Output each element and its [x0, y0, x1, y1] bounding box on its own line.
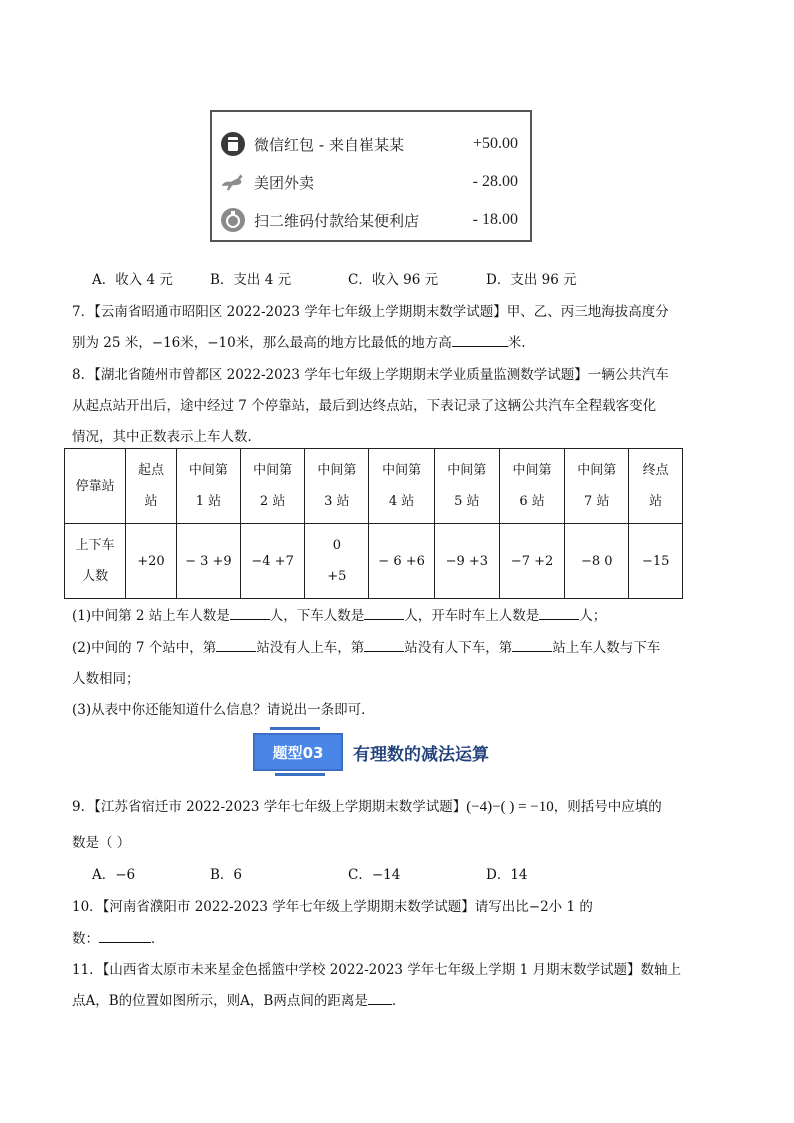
option-d: D．支出 96 元 — [486, 272, 577, 288]
answer-blank — [99, 930, 151, 943]
banner-decoration — [270, 727, 320, 730]
red-packet-icon — [220, 131, 246, 157]
transaction-amount: - 28.00 — [472, 173, 518, 190]
q7-unit: 米. — [507, 335, 526, 351]
q10-line-1: 10．【河南省濮阳市 2022-2023 学年七年级上学期期末数学试题】请写出比−2小 1 的 — [72, 899, 593, 915]
q8-line-2: 从起点站开出后，途中经过 7 个停靠站，最后到达终点站，下表记录了这辆公共汽车全程载客变化 — [72, 398, 657, 414]
q9-line-2: 数是（ ） — [72, 835, 131, 851]
table-cell: −9 +3 — [434, 524, 499, 599]
meituan-kangaroo-icon — [220, 169, 246, 195]
table-cell: − 6 +6 — [369, 524, 434, 599]
table-cell: 中间第 7 站 — [565, 449, 629, 524]
section-badge: 题型03 — [253, 733, 343, 771]
q8-sub-1: (1)中间第 2 站上车人数是 人，下车人数是 人，开车时车上人数是 人； — [72, 608, 607, 624]
q9-expression: (−4)−( ) = −10 — [466, 799, 554, 815]
answer-blank — [368, 992, 392, 1005]
q8-sub-2-cont: 人数相同； — [72, 671, 140, 687]
option-b: B．6 — [210, 867, 243, 883]
transaction-row — [220, 128, 518, 160]
q7-line-2 — [72, 331, 526, 351]
table-cell: 中间第 1 站 — [176, 449, 240, 524]
table-cell: 中间第 6 站 — [499, 449, 564, 524]
table-cell: +20 — [126, 524, 177, 599]
transaction-amount: +50.00 — [472, 135, 518, 152]
scan-pay-icon — [220, 207, 246, 233]
answer-blank — [512, 639, 552, 652]
option-d: D．14 — [486, 867, 528, 883]
q10-line-2: 数： ． — [72, 931, 165, 947]
table-cell: 中间第 3 站 — [305, 449, 369, 524]
answer-blank — [539, 607, 579, 620]
section-title: 有理数的减法运算 — [353, 744, 489, 765]
table-cell: −15 — [629, 524, 683, 599]
option-c: C．收入 96 元 — [348, 272, 439, 288]
q11-line-1: 11．【山西省太原市未来星金色摇篮中学校 2022-2023 学年七年级上学期 1 月期末数学试题】数轴上 — [72, 962, 681, 978]
table-cell: 0 +5 — [305, 524, 369, 599]
transaction-label: 美团外卖 — [254, 173, 315, 192]
option-a: A．收入 4 元 — [92, 272, 173, 288]
table-cell: −8 0 — [565, 524, 629, 599]
section-banner — [253, 732, 489, 772]
q7-line-1: 7．【云南省昭通市昭阳区 2022-2023 学年七年级上学期期末数学试题】甲、乙、丙三地海拔高度分 — [72, 304, 669, 320]
q8-line-1: 8．【湖北省随州市曾都区 2022-2023 学年七年级上学期期末学业质量监测数学试题】一辆公共汽车 — [72, 367, 669, 383]
q9-options — [92, 863, 528, 883]
table-cell: 中间第 2 站 — [241, 449, 305, 524]
transaction-row — [220, 166, 518, 198]
q8-sub-3: (3)从表中你还能知道什么信息？请说出一条即可． — [72, 702, 375, 718]
q8-sub-2: (2)中间的 7 个站中，第 站没有人上车，第 站没有人下车，第 站上车人数与下车 — [72, 640, 661, 656]
table-cell: 起点 站 — [126, 449, 177, 524]
q11-line-2: 点A，B的位置如图所示，则A，B两点间的距离是 ． — [72, 993, 406, 1009]
answer-blank — [364, 607, 404, 620]
table-cell: −4 +7 — [241, 524, 305, 599]
q8-line-3: 情况，其中正数表示上车人数． — [72, 429, 261, 445]
answer-blank — [452, 334, 508, 347]
option-b: B．支出 4 元 — [210, 272, 292, 288]
table-header-label: 停靠站 — [65, 449, 126, 524]
option-a: A．−6 — [92, 867, 136, 883]
table-cell: 中间第 5 站 — [434, 449, 499, 524]
wechat-transactions-image — [210, 110, 532, 242]
transaction-amount: - 18.00 — [472, 211, 518, 228]
bus-passenger-table — [64, 448, 683, 599]
q9-line-1: 9．【江苏省宿迁市 2022-2023 学年七年级上学期期末数学试题】(−4)−( ) = −10，则括号中应填的 — [72, 799, 662, 815]
q6-options — [92, 268, 577, 288]
table-row-label: 上下车 人数 — [65, 524, 126, 599]
transaction-label: 扫二维码付款给某便利店 — [254, 211, 420, 230]
table-cell: 中间第 4 站 — [369, 449, 434, 524]
table-cell: − 3 +9 — [176, 524, 240, 599]
answer-blank — [216, 639, 256, 652]
table-cell: 终点 站 — [629, 449, 683, 524]
answer-blank — [230, 607, 270, 620]
answer-blank — [364, 639, 404, 652]
option-c: C．−14 — [348, 867, 401, 883]
transaction-row — [220, 204, 518, 236]
banner-decoration — [275, 773, 325, 776]
table-cell: −7 +2 — [499, 524, 564, 599]
q7-text: 别为 25 米，−16米，−10米，那么最高的地方比最低的地方高 — [72, 335, 452, 351]
transaction-label: 微信红包 - 来自崔某某 — [254, 135, 404, 154]
